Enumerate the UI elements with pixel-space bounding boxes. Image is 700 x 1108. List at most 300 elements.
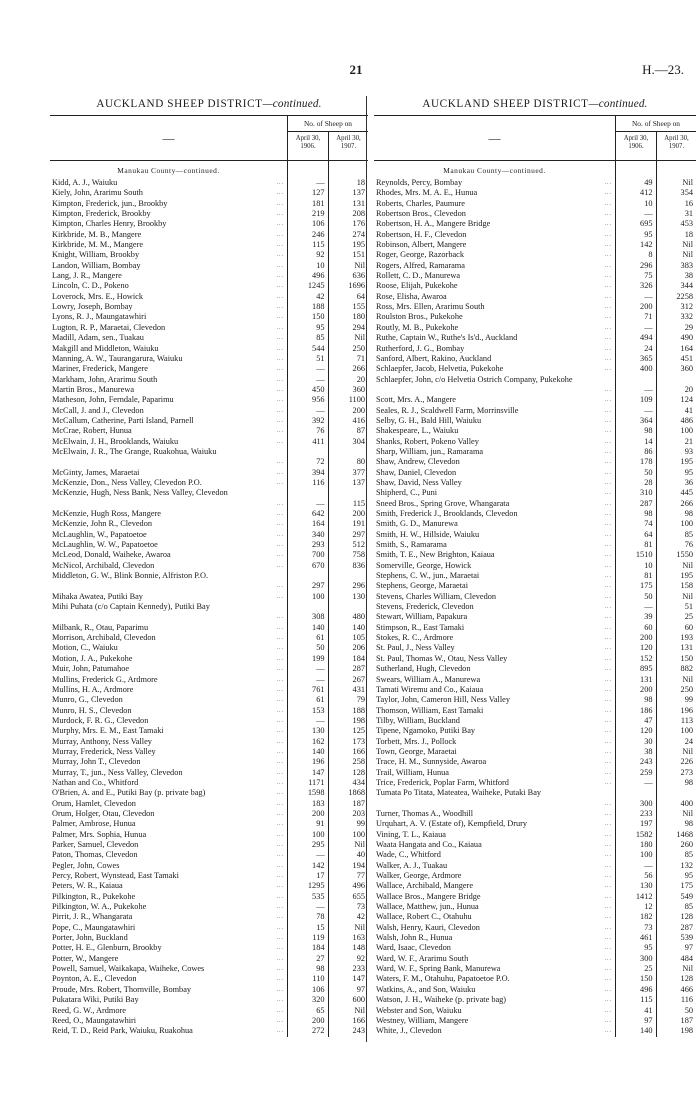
sheep-1906-cell: — — [644, 405, 653, 415]
table-row — [374, 468, 615, 478]
table-row — [374, 695, 615, 705]
table-row — [374, 623, 615, 633]
table-row — [374, 633, 615, 643]
sheep-1907-cell: 20 — [684, 384, 693, 394]
sheep-1906-cell: 233 — [640, 808, 653, 818]
leader-dots: ... — [604, 242, 612, 249]
sheep-1907-cell: 21 — [684, 436, 693, 446]
leader-dots: ... — [604, 966, 612, 973]
table-row — [50, 778, 287, 788]
table-row — [374, 861, 615, 871]
sheep-1907-cell: 158 — [680, 581, 693, 591]
table-row — [374, 850, 615, 860]
owner-name: Kimpton, Frederick, Brookby — [52, 209, 151, 219]
leader-dots: ... — [276, 831, 284, 838]
leader-dots: ... — [276, 407, 284, 414]
table-row — [50, 809, 287, 819]
table-row — [374, 943, 615, 953]
owner-name: Roberts, Charles, Paumure — [376, 198, 465, 208]
table-row — [50, 178, 287, 188]
sheep-1907-cell: 233 — [352, 964, 365, 974]
left-district-title: AUCKLAND SHEEP DISTRICT—continued. — [96, 98, 322, 110]
sheep-1906-cell: 14 — [644, 436, 653, 446]
sheep-1907-cell: 195 — [680, 457, 693, 467]
sheep-1906-cell: — — [316, 498, 325, 508]
leader-dots: ... — [604, 366, 612, 373]
sheep-1907-cell: 360 — [680, 364, 693, 374]
leader-dots: ... — [276, 542, 284, 549]
sheep-1907-cell: 176 — [352, 219, 365, 229]
owner-name: Schlaepfer, John, c/o Helvetia Ostrich Company, Pukekohe — [376, 374, 573, 384]
sheep-1907-cell: 431 — [352, 684, 365, 694]
sheep-1907-cell: 38 — [684, 271, 693, 281]
leader-dots: ... — [276, 438, 284, 445]
sheep-1906-cell: 197 — [640, 819, 653, 829]
table-row — [374, 416, 615, 426]
sheep-1907-cell: Nil — [354, 260, 365, 270]
sheep-1906-cell: 95 — [316, 322, 325, 332]
leader-dots: ... — [604, 614, 612, 621]
header-1907: April 30, 1907. — [328, 132, 368, 160]
owner-name: Shakespeare, L., Waiuku — [376, 426, 459, 436]
owner-name: Makgill and Middleton, Waiuku — [52, 343, 159, 353]
owner-name: O'Brien, A. and E., Putiki Bay (p. private bag) — [52, 788, 206, 798]
owner-name: Sneed Bros., Spring Grove, Whangarata — [376, 498, 510, 508]
sheep-1907-cell: 128 — [680, 974, 693, 984]
sheep-1906-cell: 326 — [640, 281, 653, 291]
leader-dots: ... — [276, 893, 284, 900]
leader-dots: ... — [276, 1017, 284, 1024]
sheep-1906-cell: 140 — [640, 1026, 653, 1036]
leader-dots: ... — [604, 211, 612, 218]
sheep-1907-cell: 131 — [352, 198, 365, 208]
table-row — [374, 406, 615, 416]
leader-dots: ... — [276, 304, 284, 311]
leader-dots: ... — [604, 986, 612, 993]
leader-dots: ... — [604, 945, 612, 952]
owner-name: Shaw, David, Ness Valley — [376, 477, 462, 487]
owner-name: Waters, F. M., Otahuhu, Papatoetoe P.O. — [376, 974, 510, 984]
sheep-1907-cell: 466 — [680, 984, 693, 994]
owner-name: McCallum, Catherine, Parti Island, Parnell — [52, 415, 194, 425]
sheep-1907-cell: 636 — [352, 271, 365, 281]
table-row — [50, 964, 287, 974]
sheep-1907-cell: Nil — [682, 808, 693, 818]
owner-name: McKenzie, Hugh, Ness Bank, Ness Valley, Clevedon — [52, 488, 228, 498]
owner-name: Scott, Mrs. A., Mangere — [376, 395, 456, 405]
owner-name: Morrison, Archibald, Clevedon — [52, 633, 156, 643]
owner-name: Roger, George, Razorback — [376, 250, 464, 260]
table-row — [374, 933, 615, 943]
sheep-1906-cell: 95 — [644, 229, 653, 239]
table-row — [374, 550, 615, 560]
sheep-1906-cell: 293 — [312, 540, 325, 550]
leader-dots: ... — [276, 873, 284, 880]
table-row — [374, 302, 615, 312]
sheep-1906-cell: 50 — [644, 467, 653, 477]
sheep-1907-cell: 655 — [352, 891, 365, 901]
leader-dots: ... — [276, 790, 284, 797]
sheep-1906-cell: 199 — [312, 653, 325, 663]
sheep-1906-cell: 272 — [312, 1026, 325, 1036]
sheep-1907-cell: 100 — [680, 519, 693, 529]
sheep-1907-cell: 836 — [352, 560, 365, 570]
table-row — [374, 757, 615, 767]
table-row — [374, 778, 615, 788]
table-row — [50, 933, 287, 943]
sheep-1906-cell: 246 — [312, 229, 325, 239]
leader-dots: ... — [604, 955, 612, 962]
left-1907-column — [328, 161, 369, 1037]
owner-name: Middleton, G. W., Blink Bonnie, Alfriston P.O. — [52, 571, 209, 581]
sheep-1907-cell: 128 — [352, 767, 365, 777]
sheep-1907-cell: 193 — [680, 633, 693, 643]
table-row — [50, 344, 287, 354]
owner-name: Sanford, Albert, Rakino, Auckland — [376, 353, 492, 363]
sheep-1907-cell: 85 — [684, 902, 693, 912]
owner-name: McCall, J. and J., Clevedon — [52, 405, 144, 415]
owner-name: Poynton, A. E., Clevedon — [52, 974, 137, 984]
sheep-1906-cell: 64 — [644, 529, 653, 539]
sheep-1906-cell: — — [644, 322, 653, 332]
sheep-1907-cell: 400 — [680, 798, 693, 808]
sheep-1906-cell: — — [644, 291, 653, 301]
table-row — [374, 1006, 615, 1016]
owner-name: Parker, Samuel, Clevedon — [52, 840, 139, 849]
sheep-1906-cell: 188 — [312, 302, 325, 312]
table-row — [50, 695, 287, 705]
table-row — [50, 954, 287, 964]
sheep-1907-cell: 128 — [680, 912, 693, 922]
sheep-1906-cell: 296 — [640, 260, 653, 270]
leader-dots: ... — [604, 666, 612, 673]
sheep-1906-cell: 642 — [312, 509, 325, 518]
leader-dots: ... — [276, 738, 284, 745]
owner-name: Robertson, H. F., Clevedon — [376, 229, 467, 239]
sheep-1907-cell: 539 — [680, 933, 693, 943]
sheep-1907-cell: 132 — [680, 860, 693, 870]
table-row — [374, 395, 615, 405]
leader-dots: ... — [276, 655, 284, 662]
sheep-1907-cell: 98 — [684, 819, 693, 829]
leader-dots: ... — [604, 200, 612, 207]
sheep-1906-cell: 73 — [644, 922, 653, 932]
table-row — [50, 271, 287, 281]
table-row — [374, 685, 615, 695]
sheep-1907-cell: 99 — [356, 819, 365, 829]
sheep-1906-cell: 1412 — [635, 891, 653, 901]
sheep-1906-cell: 200 — [312, 1015, 325, 1025]
owner-name: Smith, H. W., Hillside, Waiuku — [376, 529, 480, 539]
leader-dots: ... — [276, 976, 284, 983]
table-row — [374, 602, 615, 612]
sheep-1907-cell: 360 — [352, 384, 365, 394]
sheep-1906-cell: — — [316, 902, 325, 912]
sheep-1907-cell: 116 — [680, 995, 693, 1005]
table-row — [50, 416, 287, 426]
sheep-1906-cell: 1295 — [307, 881, 325, 891]
leader-dots: ... — [276, 200, 284, 207]
right-1906-column — [616, 161, 656, 1037]
sheep-1906-cell: 15 — [316, 922, 325, 932]
owner-name: Lugton, R. P., Maraetai, Clevedon — [52, 322, 166, 332]
table-row — [50, 685, 287, 695]
leader-dots: ... — [276, 190, 284, 197]
leader-dots: ... — [604, 821, 612, 828]
sheep-1906-cell: 761 — [312, 684, 325, 694]
right-column — [374, 96, 696, 1037]
owner-name: Landon, William, Bombay — [52, 260, 141, 270]
leader-dots: ... — [604, 893, 612, 900]
owner-name: Murray, T., jun., Ness Valley, Clevedon — [52, 767, 183, 777]
owner-name: Mullins, H. A., Ardmore — [52, 684, 134, 694]
sheep-1907-cell: 208 — [352, 209, 365, 219]
sheep-1907-cell: 195 — [352, 240, 365, 250]
table-row — [50, 375, 287, 385]
leader-dots: ... — [276, 180, 284, 186]
sheep-1906-cell: 72 — [316, 457, 325, 467]
sheep-1906-cell: 142 — [640, 240, 653, 250]
owner-name: Kimpton, Frederick, jun., Brookby — [52, 198, 168, 208]
sheep-1907-cell: 99 — [684, 695, 693, 705]
table-row — [50, 1026, 287, 1036]
sheep-1906-cell: 115 — [312, 240, 325, 250]
owner-name: Trace, H. M., Sunnyside, Awaroa — [376, 757, 487, 767]
sheep-1907-cell: 77 — [356, 871, 365, 881]
owner-name: Madill, Adam, sen., Tuakau — [52, 333, 144, 343]
sheep-1906-cell: 130 — [312, 726, 325, 736]
sheep-1906-cell: 41 — [644, 1005, 653, 1015]
owner-name: Murray, John T., Clevedon — [52, 757, 141, 767]
sheep-1907-cell: 191 — [352, 519, 365, 529]
sheep-1907-cell: Nil — [682, 674, 693, 684]
sheep-1907-cell: 1468 — [676, 829, 693, 839]
sheep-1906-cell: 200 — [640, 633, 653, 643]
sheep-1907-cell: Nil — [354, 840, 365, 849]
sheep-1906-cell: 1171 — [308, 777, 325, 787]
owner-name: Thomson, William, East Tamaki — [376, 705, 484, 715]
owner-name: Mihaka Awatea, Putiki Bay — [52, 591, 143, 601]
table-row — [50, 530, 287, 540]
table-row — [50, 757, 287, 767]
sheep-1906-cell: 200 — [312, 808, 325, 818]
leader-dots: ... — [276, 955, 284, 962]
sheep-1907-cell: 198 — [352, 715, 365, 725]
sheep-1906-cell: 38 — [644, 746, 653, 756]
sheep-1906-cell: 670 — [312, 560, 325, 570]
table-row — [50, 819, 287, 829]
sheep-1907-cell: 73 — [356, 902, 365, 912]
owner-name: Walsh, Henry, Kauri, Clevedon — [376, 922, 480, 932]
table-row — [50, 633, 287, 643]
table-row — [374, 561, 615, 571]
leader-dots: ... — [276, 593, 284, 600]
sheep-1907-cell: 166 — [352, 1015, 365, 1025]
sheep-1906-cell: — — [644, 384, 653, 394]
table-row — [374, 840, 615, 850]
sheep-1906-cell: 86 — [644, 446, 653, 456]
sheep-1906-cell: — — [316, 674, 325, 684]
sheep-1906-cell: 164 — [312, 519, 325, 529]
sheep-1907-cell: 113 — [680, 715, 693, 725]
sheep-1907-cell: 151 — [352, 250, 365, 260]
table-row — [50, 323, 287, 333]
leader-dots: ... — [276, 355, 284, 362]
leader-dots: ... — [604, 335, 612, 342]
sheep-1907-cell: 273 — [680, 767, 693, 777]
leader-dots: ... — [276, 945, 284, 952]
leader-dots: ... — [276, 914, 284, 921]
leader-dots: ... — [604, 438, 612, 445]
owner-name: Roulston Bros., Pukekohe — [376, 312, 463, 322]
leader-dots: ... — [604, 645, 612, 652]
leader-dots: ... — [276, 779, 284, 786]
sheep-1906-cell: 183 — [312, 798, 325, 808]
sheep-1907-cell: 296 — [352, 581, 365, 591]
owner-name: Town, George, Maraetai — [376, 746, 457, 756]
sheep-1906-cell: 1598 — [307, 788, 325, 798]
sheep-1907-cell: 1100 — [348, 395, 365, 405]
leader-dots: ... — [604, 231, 612, 238]
table-row — [374, 281, 615, 291]
table-row — [374, 974, 615, 984]
owner-name: McKenzie, Don., Ness Valley, Clevedon P.O. — [52, 477, 202, 487]
owner-name: Munro, G., Clevedon — [52, 695, 123, 705]
sheep-1907-cell: 92 — [356, 953, 365, 963]
owner-name: Reynolds, Percy, Bombay — [376, 178, 463, 187]
sheep-1906-cell: — — [316, 178, 325, 187]
owner-name: Paton, Thomas, Clevedon — [52, 850, 138, 860]
owner-name: Muir, John, Patumahoe — [52, 664, 130, 674]
sheep-1906-cell: 152 — [640, 653, 653, 663]
owner-name: Kiely, John, Ararimu South — [52, 188, 143, 198]
table-row — [374, 581, 615, 591]
owner-name: Orum, Hamlet, Clevedon — [52, 798, 136, 808]
sheep-1907-cell: 2258 — [676, 291, 693, 301]
right-names-column — [374, 161, 616, 1037]
owner-name: Palmer, Ambrose, Hunua — [52, 819, 136, 829]
table-row — [374, 1016, 615, 1026]
sheep-1907-cell: 125 — [352, 726, 365, 736]
left-1906-column — [288, 161, 328, 1037]
sheep-1906-cell: 365 — [640, 353, 653, 363]
leader-dots: ... — [604, 852, 612, 859]
sheep-1906-cell: 119 — [312, 933, 325, 943]
leader-dots: ... — [604, 593, 612, 600]
sheep-1907-cell: 124 — [680, 395, 693, 405]
table-row — [50, 571, 287, 592]
owner-name: Mihi Puhata (c/o Captain Kennedy), Putiki Bay — [52, 602, 210, 612]
sheep-1906-cell: 12 — [644, 902, 653, 912]
table-row — [50, 519, 287, 529]
header-dash: — — [374, 116, 616, 160]
sheep-1907-cell: 100 — [352, 829, 365, 839]
sheep-1906-cell: 100 — [312, 829, 325, 839]
table-row — [50, 995, 287, 1005]
table-row — [374, 1026, 615, 1036]
right-table-body — [374, 161, 696, 1037]
owner-name: Shipherd, C., Puni — [376, 488, 438, 498]
sheep-1906-cell: 153 — [312, 705, 325, 715]
leader-dots: ... — [276, 728, 284, 735]
owner-name: Stewart, William, Papakura — [376, 612, 468, 622]
table-row — [374, 437, 615, 447]
table-row — [50, 592, 287, 602]
owner-name: Ward, Isaac, Clevedon — [376, 943, 451, 953]
owner-name: Murdock, F. R. G., Clevedon — [52, 715, 149, 725]
leader-dots: ... — [604, 521, 612, 528]
sheep-1907-cell: 434 — [352, 777, 365, 787]
table-row — [50, 1006, 287, 1016]
owner-name: Smith, G. D., Manurewa — [376, 519, 458, 529]
leader-dots: ... — [604, 355, 612, 362]
sheep-1907-cell: 490 — [680, 333, 693, 343]
sheep-1906-cell: 71 — [644, 312, 653, 322]
table-row — [374, 612, 615, 622]
sheep-1906-cell: 85 — [316, 333, 325, 343]
owner-name: Knight, William, Brookby — [52, 250, 140, 260]
leader-dots: ... — [604, 707, 612, 714]
sheep-1907-cell: 297 — [352, 529, 365, 539]
right-table-header — [374, 115, 696, 161]
sheep-1906-cell: 320 — [312, 995, 325, 1005]
leader-dots: ... — [276, 324, 284, 331]
table-row — [374, 716, 615, 726]
owner-name: Peters, W. R., Kaiaua — [52, 881, 123, 891]
sheep-1907-cell: 51 — [684, 602, 693, 612]
owner-name: Webster and Son, Waiuku — [376, 1005, 462, 1015]
leader-dots: ... — [604, 800, 612, 807]
owner-name: McLaughlin, W. W., Papatoetoe — [52, 540, 158, 550]
owner-name: Wallace, Robert C., Otahuhu — [376, 912, 472, 922]
owner-name: McNicol, Archibald, Clevedon — [52, 560, 155, 570]
sheep-1907-cell: 266 — [680, 498, 693, 508]
owner-name: Trice, Frederick, Poplar Farm, Whitford — [376, 777, 509, 787]
owner-name: Taylor, John, Cameron Hill, Ness Valley — [376, 695, 510, 705]
sheep-1906-cell: 494 — [640, 333, 653, 343]
leader-dots: ... — [276, 376, 284, 383]
leader-dots: ... — [604, 810, 612, 817]
sheep-1907-cell: 260 — [680, 840, 693, 849]
owner-name: Ruthe, Captain W., Ruthe's Is'd., Auckland — [376, 333, 518, 343]
leader-dots: ... — [276, 428, 284, 435]
table-row — [50, 923, 287, 933]
sheep-1906-cell: 147 — [312, 767, 325, 777]
sheep-1906-cell: 1510 — [635, 550, 653, 560]
owner-name: Percy, Robert, Wynstead, East Tamaki — [52, 871, 179, 881]
leader-dots: ... — [276, 252, 284, 259]
table-row — [374, 323, 615, 333]
owner-name: Reed, O., Maungatawhiri — [52, 1015, 137, 1025]
sheep-1907-cell: 95 — [684, 871, 693, 881]
leader-dots: ... — [604, 842, 612, 848]
table-row — [50, 488, 287, 509]
sheep-1906-cell: 150 — [312, 312, 325, 322]
leader-dots: ... — [604, 997, 612, 1004]
sheep-1906-cell: 98 — [644, 695, 653, 705]
leader-dots: ... — [276, 242, 284, 249]
table-row — [50, 219, 287, 229]
sheep-1906-cell: 130 — [640, 881, 653, 891]
table-row — [50, 850, 287, 860]
leader-dots: ... — [604, 511, 612, 517]
sheep-1907-cell: 155 — [352, 302, 365, 312]
owner-name: McLeod, Donald, Waiheke, Awaroa — [52, 550, 171, 560]
sheep-1906-cell: 98 — [316, 964, 325, 974]
sheep-1906-cell: 28 — [644, 477, 653, 487]
sheep-1906-cell: — — [644, 860, 653, 870]
owner-name: Smith, S., Ramarama — [376, 540, 447, 550]
